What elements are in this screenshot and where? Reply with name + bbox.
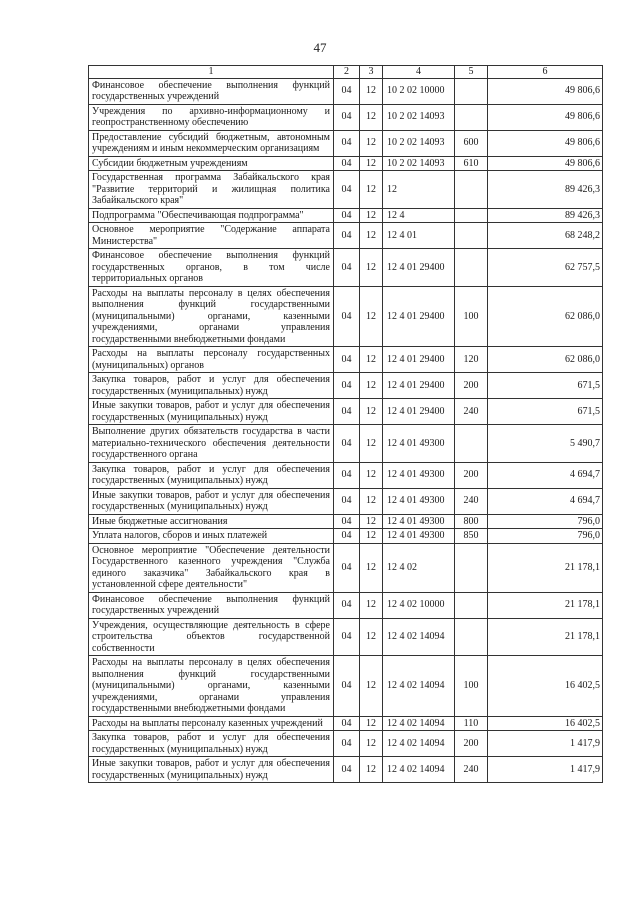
row-expense-type-cell [455,208,488,223]
table-header-row [89,66,603,79]
row-expense-type-cell: 240 [455,399,488,425]
row-section-cell: 04 [334,656,360,717]
table-row [89,543,603,592]
row-amount-cell: 89 426,3 [488,171,603,209]
row-section-cell: 04 [334,373,360,399]
table-row [89,223,603,249]
table-row [89,104,603,130]
row-amount-cell: 21 178,1 [488,543,603,592]
row-amount-cell: 796,0 [488,514,603,529]
row-section-cell: 04 [334,462,360,488]
row-target-code-cell: 12 4 01 29400 [383,347,455,373]
row-subsection-cell: 12 [360,716,383,731]
row-section-cell: 04 [334,286,360,347]
row-name-cell: Иные закупки товаров, работ и услуг для обеспечения государственных (муниципальных) нужд [89,488,334,514]
row-subsection-cell: 12 [360,399,383,425]
table-row [89,618,603,656]
row-section-cell: 04 [334,208,360,223]
row-section-cell: 04 [334,171,360,209]
row-expense-type-cell [455,104,488,130]
row-section-cell: 04 [334,223,360,249]
row-target-code-cell: 12 4 01 49300 [383,488,455,514]
row-expense-type-cell: 850 [455,529,488,544]
column-header-4: 4 [383,66,455,79]
row-subsection-cell: 12 [360,78,383,104]
column-header-6: 6 [488,66,603,79]
row-name-cell: Расходы на выплаты персоналу казенных учреждений [89,716,334,731]
row-expense-type-cell: 120 [455,347,488,373]
row-name-cell: Иные закупки товаров, работ и услуг для обеспечения государственных (муниципальных) нужд [89,399,334,425]
row-expense-type-cell [455,618,488,656]
page-number: 47 [313,40,327,55]
table-row [89,592,603,618]
row-expense-type-cell: 240 [455,757,488,783]
row-target-code-cell: 10 2 02 10000 [383,78,455,104]
row-name-cell: Расходы на выплаты персоналу в целях обеспечения выполнения функций государственными (муниципальными) органами, казенными учреждениями, органами управления государственными внебюджетными фондами [89,656,334,717]
row-target-code-cell: 12 4 02 14094 [383,716,455,731]
row-amount-cell: 62 086,0 [488,286,603,347]
row-amount-cell: 49 806,6 [488,156,603,171]
row-name-cell: Закупка товаров, работ и услуг для обеспечения государственных (муниципальных) нужд [89,462,334,488]
table-row [89,462,603,488]
row-target-code-cell: 12 4 01 [383,223,455,249]
row-amount-cell: 16 402,5 [488,716,603,731]
row-section-cell: 04 [334,156,360,171]
row-name-cell: Подпрограмма "Обеспечивающая подпрограмма" [89,208,334,223]
row-expense-type-cell [455,171,488,209]
row-expense-type-cell: 800 [455,514,488,529]
row-section-cell: 04 [334,618,360,656]
row-amount-cell: 1 417,9 [488,757,603,783]
row-section-cell: 04 [334,399,360,425]
row-name-cell: Государственная программа Забайкальского края "Развитие территорий и жилищная политика Забайкальского края" [89,171,334,209]
table-body [89,78,603,783]
row-name-cell: Учреждения, осуществляющие деятельность в сфере строительства объектов государственной собственности [89,618,334,656]
row-expense-type-cell: 200 [455,462,488,488]
table-row [89,208,603,223]
row-expense-type-cell: 200 [455,731,488,757]
row-amount-cell: 16 402,5 [488,656,603,717]
row-target-code-cell: 12 4 02 14094 [383,656,455,717]
row-subsection-cell: 12 [360,731,383,757]
row-target-code-cell: 12 4 [383,208,455,223]
row-expense-type-cell [455,592,488,618]
row-section-cell: 04 [334,716,360,731]
row-name-cell: Финансовое обеспечение выполнения функций государственных учреждений [89,78,334,104]
row-name-cell: Финансовое обеспечение выполнения функций государственных учреждений [89,592,334,618]
row-section-cell: 04 [334,514,360,529]
row-amount-cell: 671,5 [488,373,603,399]
row-amount-cell: 68 248,2 [488,223,603,249]
budget-table [88,65,603,783]
row-amount-cell: 49 806,6 [488,130,603,156]
row-amount-cell: 49 806,6 [488,104,603,130]
row-subsection-cell: 12 [360,156,383,171]
table-row [89,529,603,544]
table-row [89,656,603,717]
row-amount-cell: 4 694,7 [488,488,603,514]
row-name-cell: Учреждения по архивно-информационному и геопространственному обеспечению [89,104,334,130]
column-header-1: 1 [89,66,334,79]
row-subsection-cell: 12 [360,462,383,488]
row-target-code-cell: 10 2 02 14093 [383,104,455,130]
table-row [89,425,603,463]
row-target-code-cell: 12 4 01 49300 [383,529,455,544]
row-name-cell: Иные закупки товаров, работ и услуг для обеспечения государственных (муниципальных) нужд [89,757,334,783]
row-subsection-cell: 12 [360,757,383,783]
row-subsection-cell: 12 [360,618,383,656]
row-name-cell: Закупка товаров, работ и услуг для обеспечения государственных (муниципальных) нужд [89,373,334,399]
row-section-cell: 04 [334,130,360,156]
row-expense-type-cell: 100 [455,656,488,717]
row-expense-type-cell: 200 [455,373,488,399]
table-row [89,731,603,757]
row-target-code-cell: 12 4 01 29400 [383,249,455,287]
row-target-code-cell: 12 4 01 29400 [383,373,455,399]
row-name-cell: Расходы на выплаты персоналу государственных (муниципальных) органов [89,347,334,373]
row-expense-type-cell: 610 [455,156,488,171]
row-expense-type-cell [455,78,488,104]
row-subsection-cell: 12 [360,514,383,529]
row-target-code-cell: 12 4 01 49300 [383,514,455,529]
row-expense-type-cell: 600 [455,130,488,156]
row-section-cell: 04 [334,731,360,757]
table-row [89,716,603,731]
row-target-code-cell: 10 2 02 14093 [383,156,455,171]
row-name-cell: Предоставление субсидий бюджетным, автономным учреждениям и иным некоммерческим организациям [89,130,334,156]
row-section-cell: 04 [334,529,360,544]
row-target-code-cell: 12 4 01 49300 [383,462,455,488]
row-name-cell: Основное мероприятие "Обеспечение деятельности Государственного казенного учреждения "Служба единого заказчика" Забайкальского края в установленной сфере деятельности" [89,543,334,592]
row-section-cell: 04 [334,104,360,130]
row-name-cell: Субсидии бюджетным учреждениям [89,156,334,171]
row-subsection-cell: 12 [360,104,383,130]
row-section-cell: 04 [334,425,360,463]
table-row [89,171,603,209]
table-row [89,488,603,514]
row-section-cell: 04 [334,757,360,783]
row-name-cell: Закупка товаров, работ и услуг для обеспечения государственных (муниципальных) нужд [89,731,334,757]
row-expense-type-cell [455,543,488,592]
table-row [89,286,603,347]
column-header-2: 2 [334,66,360,79]
row-section-cell: 04 [334,543,360,592]
row-expense-type-cell: 110 [455,716,488,731]
row-target-code-cell: 12 4 01 29400 [383,286,455,347]
row-expense-type-cell [455,249,488,287]
table-row [89,78,603,104]
row-amount-cell: 49 806,6 [488,78,603,104]
row-target-code-cell: 12 4 02 14094 [383,757,455,783]
row-amount-cell: 5 490,7 [488,425,603,463]
row-amount-cell: 62 757,5 [488,249,603,287]
table-row [89,156,603,171]
row-expense-type-cell: 100 [455,286,488,347]
row-subsection-cell: 12 [360,592,383,618]
table-row [89,373,603,399]
row-subsection-cell: 12 [360,171,383,209]
row-subsection-cell: 12 [360,425,383,463]
row-expense-type-cell: 240 [455,488,488,514]
row-subsection-cell: 12 [360,529,383,544]
row-amount-cell: 21 178,1 [488,618,603,656]
row-target-code-cell: 12 4 02 14094 [383,618,455,656]
row-name-cell: Иные бюджетные ассигнования [89,514,334,529]
table-row [89,130,603,156]
row-subsection-cell: 12 [360,286,383,347]
table-row [89,249,603,287]
row-section-cell: 04 [334,347,360,373]
column-header-5: 5 [455,66,488,79]
row-name-cell: Уплата налогов, сборов и иных платежей [89,529,334,544]
row-name-cell: Выполнение других обязательств государства в части материально-технического обеспечения деятельности государственного органа [89,425,334,463]
row-section-cell: 04 [334,488,360,514]
row-amount-cell: 21 178,1 [488,592,603,618]
row-section-cell: 04 [334,592,360,618]
row-target-code-cell: 12 4 02 10000 [383,592,455,618]
table-row [89,514,603,529]
row-subsection-cell: 12 [360,347,383,373]
row-amount-cell: 62 086,0 [488,347,603,373]
row-name-cell: Финансовое обеспечение выполнения функций государственных органов, в том числе территориальных органов [89,249,334,287]
row-subsection-cell: 12 [360,223,383,249]
table-row [89,757,603,783]
row-amount-cell: 671,5 [488,399,603,425]
row-expense-type-cell [455,223,488,249]
budget-table-container [88,65,602,783]
row-expense-type-cell [455,425,488,463]
row-amount-cell: 4 694,7 [488,462,603,488]
row-target-code-cell: 12 4 01 49300 [383,425,455,463]
row-section-cell: 04 [334,249,360,287]
column-header-3: 3 [360,66,383,79]
row-subsection-cell: 12 [360,373,383,399]
row-subsection-cell: 12 [360,130,383,156]
table-row [89,399,603,425]
row-target-code-cell: 12 [383,171,455,209]
row-target-code-cell: 12 4 02 [383,543,455,592]
row-target-code-cell: 12 4 02 14094 [383,731,455,757]
row-amount-cell: 796,0 [488,529,603,544]
row-subsection-cell: 12 [360,543,383,592]
row-subsection-cell: 12 [360,656,383,717]
row-name-cell: Расходы на выплаты персоналу в целях обеспечения выполнения функций государственными (муниципальными) органами, казенными учреждениями, органами управления государственными внебюджетными фондами [89,286,334,347]
row-target-code-cell: 10 2 02 14093 [383,130,455,156]
row-amount-cell: 89 426,3 [488,208,603,223]
row-name-cell: Основное мероприятие "Содержание аппарата Министерства" [89,223,334,249]
row-amount-cell: 1 417,9 [488,731,603,757]
row-subsection-cell: 12 [360,488,383,514]
row-subsection-cell: 12 [360,249,383,287]
row-section-cell: 04 [334,78,360,104]
table-row [89,347,603,373]
row-subsection-cell: 12 [360,208,383,223]
row-target-code-cell: 12 4 01 29400 [383,399,455,425]
